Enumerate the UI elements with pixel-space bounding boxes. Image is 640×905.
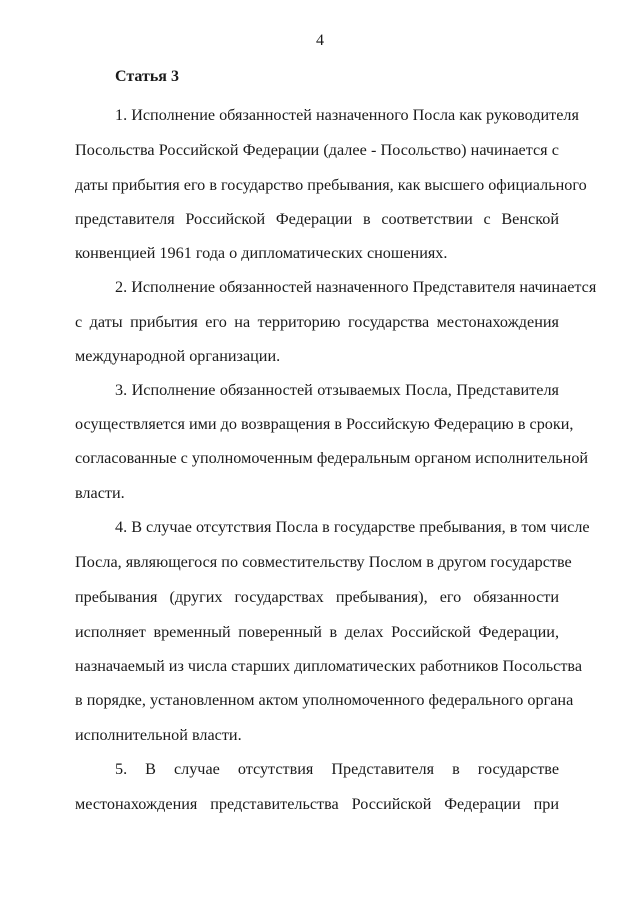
paragraph-2-line-2: с даты прибытия его на территорию государства местонахождения bbox=[75, 313, 559, 331]
paragraph-4-line-1: 4. В случае отсутствия Посла в государстве пребывания, в том числе bbox=[115, 518, 590, 536]
page-number: 4 bbox=[316, 32, 324, 49]
paragraph-4-line-6: в порядке, установленном актом уполномоченного федерального органа bbox=[75, 691, 574, 709]
paragraph-4-line-7: исполнительной власти. bbox=[75, 726, 242, 744]
paragraph-5-line-1: 5. В случае отсутствия Представителя в государстве bbox=[115, 760, 559, 778]
paragraph-1-line-5: конвенцией 1961 года о дипломатических сношениях. bbox=[75, 244, 448, 262]
paragraph-1-line-4: представителя Российской Федерации в соответствии с Венской bbox=[75, 210, 559, 228]
paragraph-2-line-3: международной организации. bbox=[75, 347, 281, 365]
article-title: Статья 3 bbox=[115, 68, 179, 85]
paragraph-4-line-3: пребывания (других государствах пребывания), его обязанности bbox=[75, 588, 559, 606]
paragraph-3-line-3: согласованные с уполномоченным федеральным органом исполнительной bbox=[75, 449, 589, 467]
paragraph-1-line-1: 1. Исполнение обязанностей назначенного Посла как руководителя bbox=[115, 106, 579, 124]
paragraph-4-line-2: Посла, являющегося по совместительству Послом в другом государстве bbox=[75, 553, 572, 571]
paragraph-3-line-2: осуществляется ими до возвращения в Российскую Федерацию в сроки, bbox=[75, 415, 574, 433]
paragraph-1-line-3: даты прибытия его в государство пребывания, как высшего официального bbox=[75, 176, 587, 194]
paragraph-4-line-4: исполняет временный поверенный в делах Российской Федерации, bbox=[75, 623, 559, 641]
paragraph-2-line-1: 2. Исполнение обязанностей назначенного Представителя начинается bbox=[115, 278, 597, 296]
paragraph-3-line-4: власти. bbox=[75, 484, 125, 502]
paragraph-1-line-2: Посольства Российской Федерации (далее - Посольство) начинается с bbox=[75, 141, 559, 159]
paragraph-3-line-1: 3. Исполнение обязанностей отзываемых Посла, Представителя bbox=[115, 381, 559, 399]
paragraph-4-line-5: назначаемый из числа старших дипломатических работников Посольства bbox=[75, 657, 583, 675]
paragraph-5-line-2: местонахождения представительства Российской Федерации при bbox=[75, 795, 559, 813]
